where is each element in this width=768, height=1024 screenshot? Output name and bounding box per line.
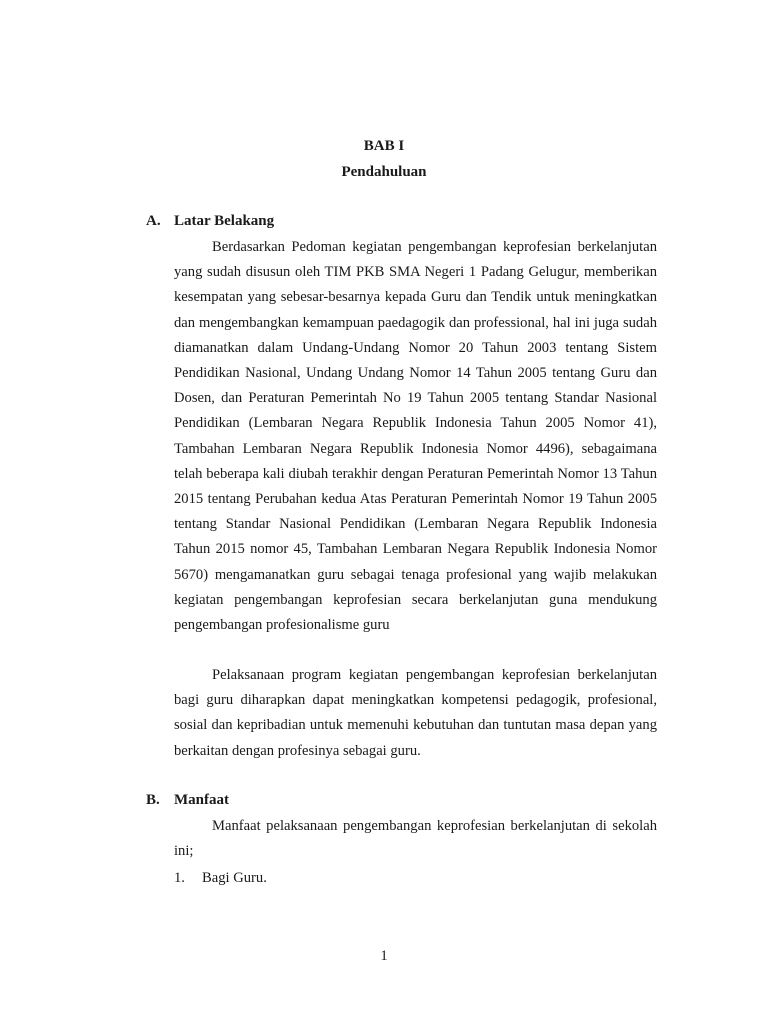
list-number: 1. xyxy=(174,870,185,886)
paragraph-manfaat-1: Manfaat pelaksanaan pengembangan keprofesian berkelanjutan di sekolah ini; xyxy=(174,818,657,860)
section-title: Manfaat xyxy=(174,792,229,808)
chapter-number: BAB I xyxy=(363,138,405,154)
list-item xyxy=(174,868,267,888)
section-heading-a xyxy=(146,211,274,231)
paragraph-latar-belakang-1: Berdasarkan Pedoman kegiatan pengembangan keprofesian berkelanjutan yang sudah disusun oleh TIM PKB SMA Negeri 1 Padang Gelugur, memberikan kesempatan yang sebesar-besarnya kepada Guru dan Tendik untuk meningkatkan dan mengembangkan kemampuan paedagogik dan professional, hal ini juga sudah diamanatkan dalam Undang-Undang Nomor 20 Tahun 2003 tentang Sistem Pendidikan Nasional, Undang Undang Nomor 14 Tahun 2005 tentang Guru dan Dosen, dan Peraturan Pemerintah No 19 Tahun 2005 tentang Standar Nasional Pendidikan (Lembaran Negara Republik Indonesia Tahun 2005 Nomor 41), Tambahan Lembaran Negara Republik Indonesia Nomor 4496), sebagaimana telah beberapa kali diubah terakhir dengan Peraturan Pemerintah Nomor 13 Tahun 2015 tentang Perubahan kedua Atas Peraturan Pemerintah Nomor 19 Tahun 2005 tentang Standar Nasional Pendidikan (Lembaran Negara Republik Indonesia Tahun 2015 nomor 45, Tambahan Lembaran Negara Republik Indonesia Nomor 5670) mengamanatkan guru sebagai tenaga profesional yang wajib melakukan kegiatan pengembangan keprofesian secara berkelanjutan guna mendukung pengembangan profesionalisme guru xyxy=(174,239,657,634)
list-text: Bagi Guru. xyxy=(202,870,267,886)
section-heading-b xyxy=(146,790,229,810)
chapter-title: Pendahuluan xyxy=(341,164,427,180)
paragraph-latar-belakang-2: Pelaksanaan program kegiatan pengembangan keprofesian berkelanjutan bagi guru diharapkan dapat meningkatkan kompetensi pedagogik, profesional, sosial dan kepribadian untuk memenuhi kebutuhan dan tuntutan masa depan yang berkaitan dengan profesinya sebagai guru. xyxy=(174,667,657,759)
page-number: 1 xyxy=(380,948,388,964)
section-title: Latar Belakang xyxy=(174,213,275,229)
section-letter: A. xyxy=(146,213,161,229)
section-letter: B. xyxy=(146,792,160,808)
